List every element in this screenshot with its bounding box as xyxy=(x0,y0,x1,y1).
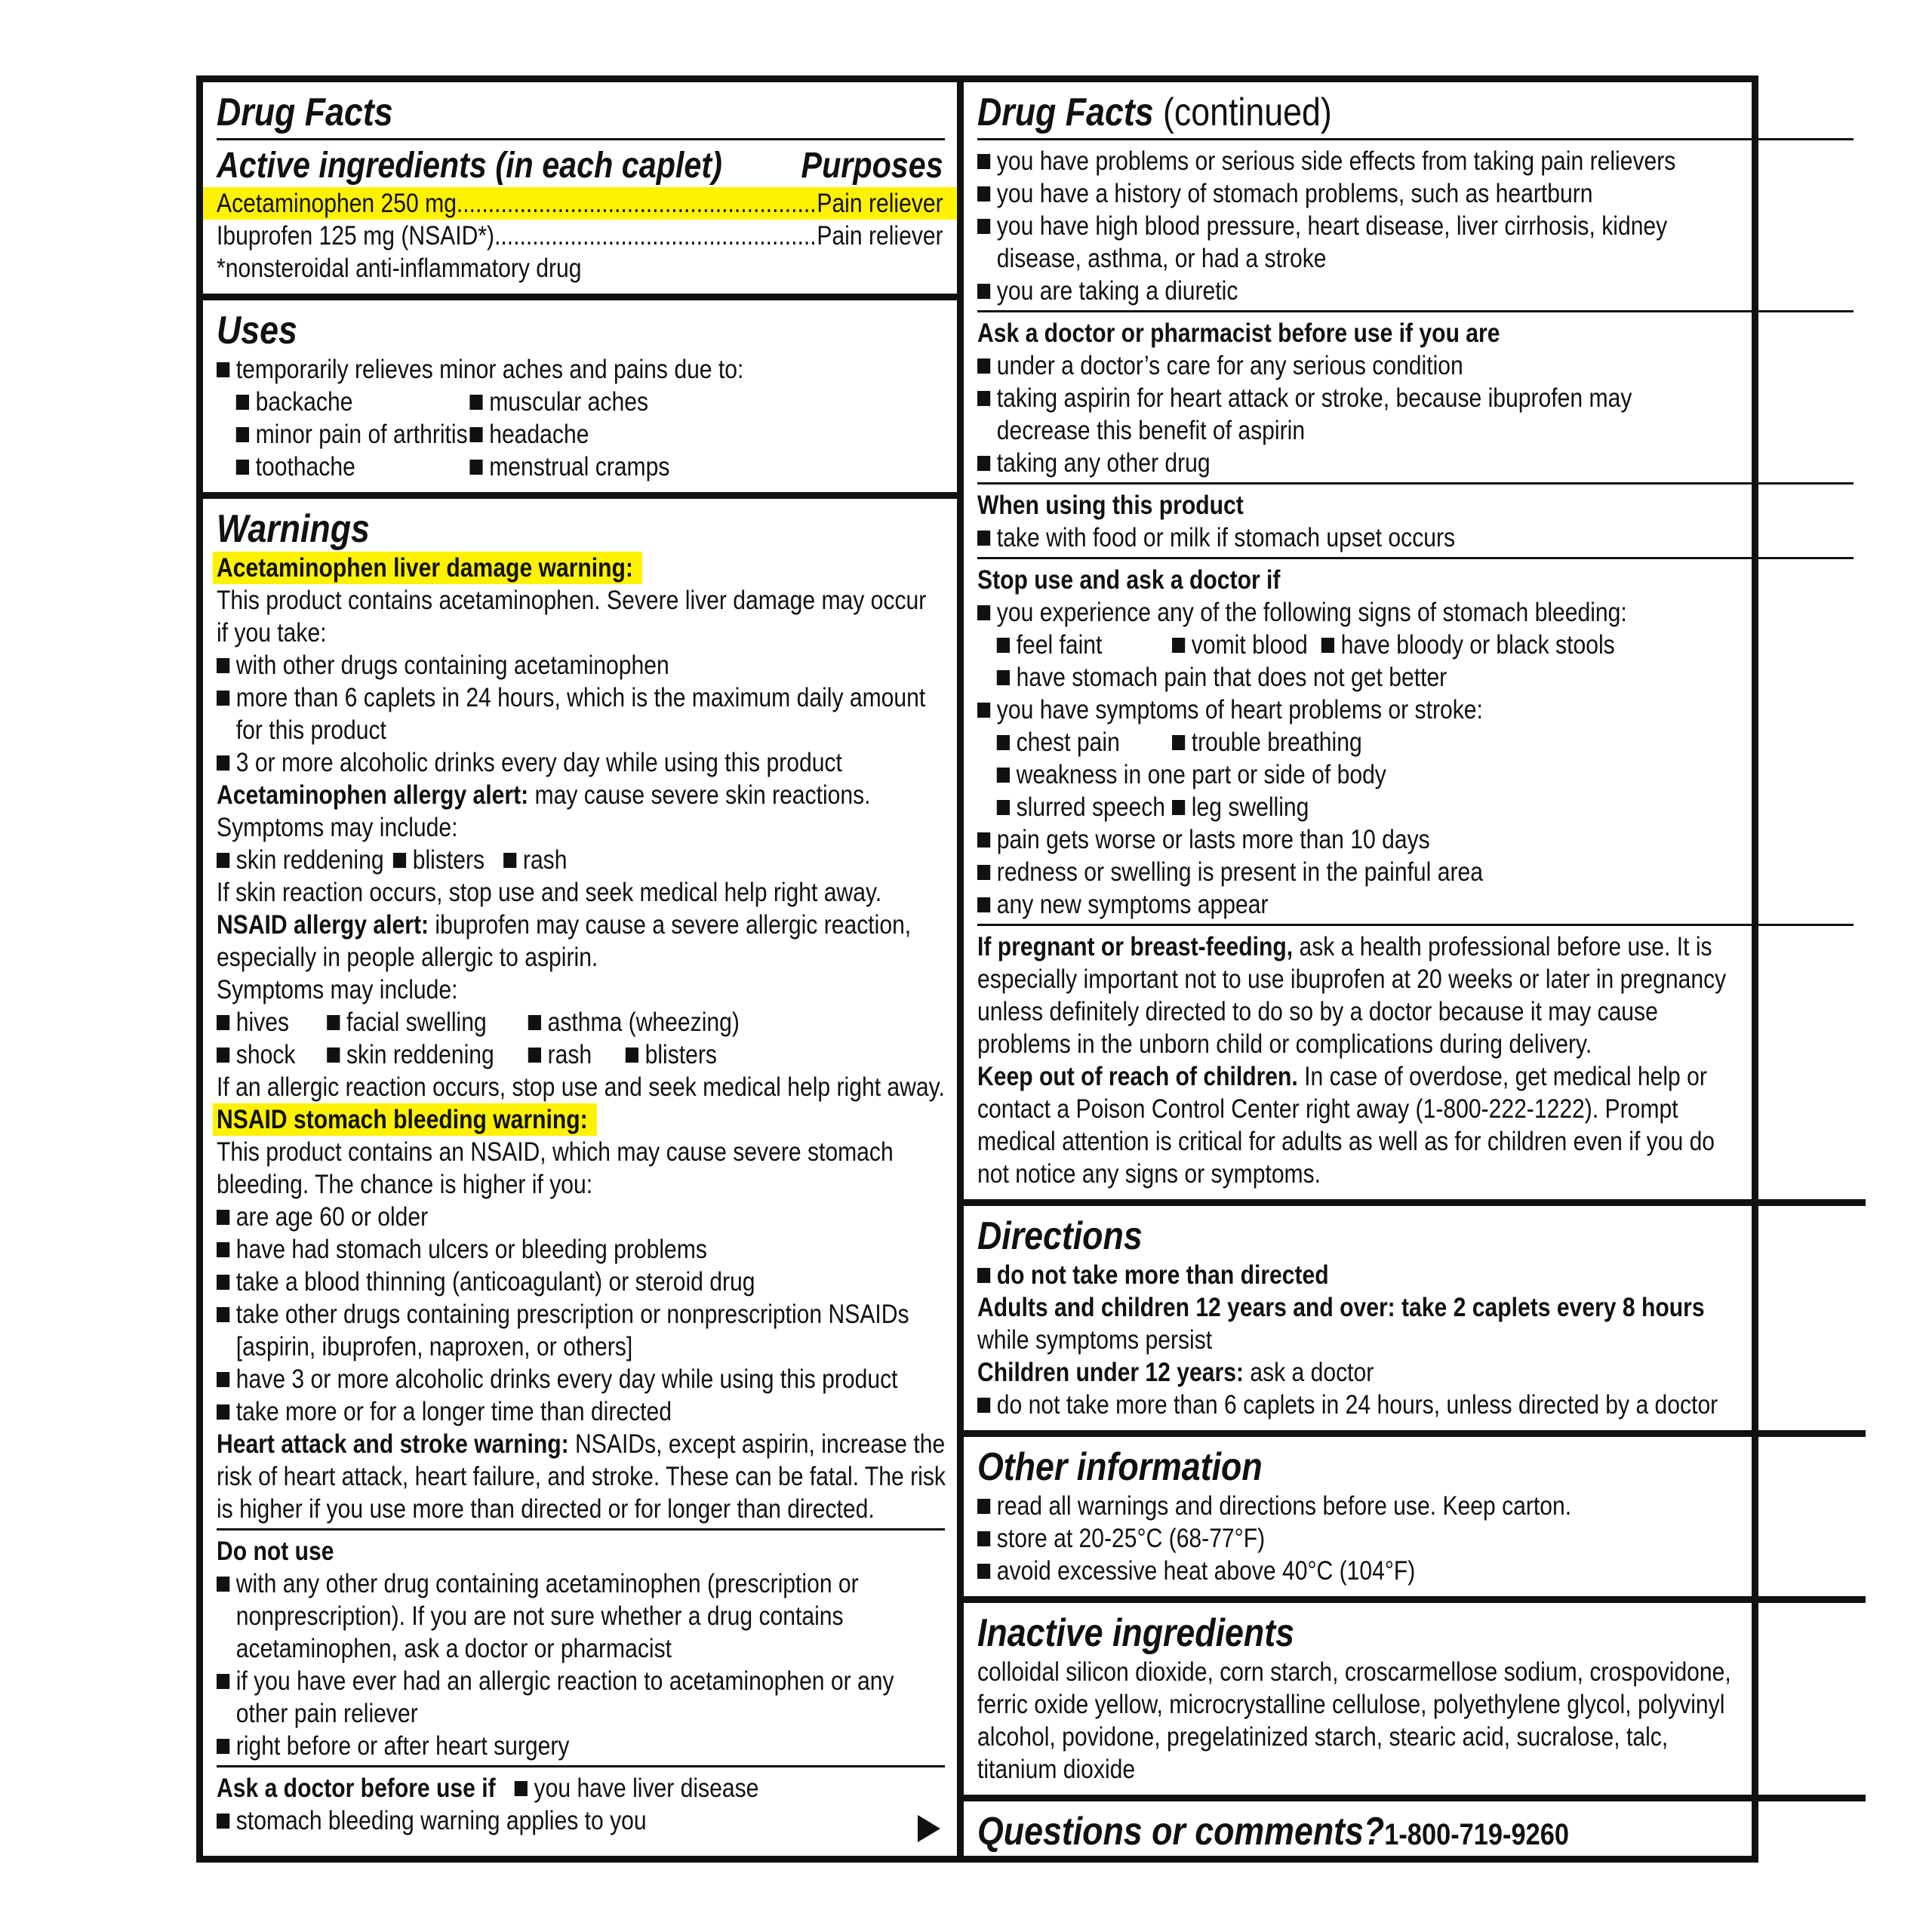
list-item: take with food or milk if stomach upset occurs xyxy=(977,521,1731,554)
continued-panel xyxy=(964,82,1866,1206)
bullet-icon xyxy=(528,1015,541,1030)
bullet-icon xyxy=(327,1015,340,1030)
list-item: redness or swelling is present in the painful area xyxy=(977,856,1731,888)
list-item-cont: nonprescription). If you are not sure whether a drug contains xyxy=(235,1601,844,1631)
list-item: with other drugs containing acetaminophen xyxy=(217,649,843,681)
do-not-use-heading: Do not use xyxy=(217,1537,334,1566)
bullet-icon xyxy=(977,832,990,848)
nsaid-symptoms-row xyxy=(217,1006,843,1038)
list-item: slurred speech xyxy=(1016,792,1166,822)
children-directions: Children under 12 years: ask a doctor xyxy=(977,1358,1374,1387)
list-item: are age 60 or older xyxy=(217,1201,843,1233)
bullet-icon xyxy=(469,395,482,410)
inactive-ingredients-panel xyxy=(964,1603,1866,1801)
list-item: read all warnings and directions before use. Keep carton. xyxy=(977,1490,1731,1522)
uses-heading: Uses xyxy=(217,309,297,352)
list-item: headache xyxy=(489,420,589,449)
active-ingredients-panel xyxy=(203,82,957,300)
list-item: under a doctor’s care for any serious condition xyxy=(977,349,1731,382)
list-item-cont: for this product xyxy=(235,715,386,745)
list-item: blisters xyxy=(412,845,485,875)
list-item: right before or after heart surgery xyxy=(217,1730,843,1762)
heart-row xyxy=(977,726,1731,758)
bullet-icon xyxy=(977,1499,990,1514)
bullet-icon xyxy=(977,865,990,880)
adults-text: while symptoms persist xyxy=(977,1325,1213,1355)
bullet-icon xyxy=(515,1781,528,1796)
bullet-icon xyxy=(217,1048,229,1063)
list-item: weakness in one part or side of body xyxy=(977,758,1731,791)
nsaid-stop-text: If an allergic reaction occurs, stop use and seek medical help right away. xyxy=(217,1072,945,1102)
heart-row xyxy=(977,791,1731,823)
list-item: skin reddening xyxy=(235,845,384,875)
list-item: pain gets worse or lasts more than 10 days xyxy=(977,823,1731,856)
list-item: you experience any of the following signs of stomach bleeding: xyxy=(977,596,1731,629)
phone-number: 1-800-719-9260 xyxy=(1384,1818,1570,1851)
warnings-heading: Warnings xyxy=(217,507,370,551)
bullet-icon xyxy=(217,1814,229,1829)
skin-stop-text: If skin reaction occurs, stop use and seek medical help right away. xyxy=(217,878,882,907)
bullet-icon xyxy=(977,186,990,202)
bullet-icon xyxy=(217,1404,229,1420)
bullet-icon xyxy=(217,658,229,673)
bullet-icon xyxy=(977,1268,990,1283)
other-information-panel xyxy=(964,1437,1866,1603)
list-item: do not take more than directed xyxy=(977,1259,1731,1291)
bullet-icon xyxy=(217,1210,229,1225)
bullet-icon xyxy=(997,768,1010,783)
bullet-icon xyxy=(1172,638,1185,653)
bullet-icon xyxy=(236,427,249,442)
bullet-icon xyxy=(997,638,1010,653)
symptoms-label: Symptoms may include: xyxy=(217,975,458,1004)
stomach-warning-heading: NSAID stomach bleeding warning: xyxy=(213,1103,597,1136)
inactive-line: colloidal silicon dioxide, corn starch, croscarmellose sodium, crospovidone, xyxy=(977,1657,1731,1687)
bullet-icon xyxy=(977,605,990,620)
footnote: *nonsteroidal anti-inflammatory drug xyxy=(217,254,582,283)
list-item: take a blood thinning (anticoagulant) or steroid drug xyxy=(217,1266,843,1298)
list-item: take other drugs containing prescription or nonprescription NSAIDs xyxy=(217,1298,843,1331)
nsaid-symptoms-row xyxy=(217,1038,843,1071)
uses-row xyxy=(217,386,843,418)
ingredient-name: Ibuprofen 125 mg (NSAID*) xyxy=(217,221,495,251)
bullet-icon xyxy=(217,1307,229,1322)
bullet-icon xyxy=(217,1242,229,1257)
list-item: asthma (wheezing) xyxy=(547,1008,740,1037)
ingredient-row-ibuprofen xyxy=(217,220,943,252)
questions-heading: Questions or comments?1-800-719-9260 xyxy=(977,1810,1570,1854)
ask-doctor-row: Ask a doctor before use if you have liver disease xyxy=(217,1774,759,1803)
list-item: minor pain of arthritis xyxy=(255,420,468,449)
heart-text-3: is higher if you use more than directed or for longer than directed. xyxy=(217,1494,875,1524)
keep-line: not notice any signs or symptoms. xyxy=(977,1159,1321,1189)
list-item: you have problems or serious side effects from taking pain relievers xyxy=(977,145,1731,177)
list-item: toothache xyxy=(255,452,355,481)
list-item-cont: [aspirin, ibuprofen, naproxen, or others] xyxy=(235,1332,633,1361)
bullet-icon xyxy=(327,1048,340,1063)
inactive-line: titanium dioxide xyxy=(977,1755,1136,1784)
uses-panel xyxy=(203,300,957,499)
bullet-icon xyxy=(1321,638,1334,653)
bullet-icon xyxy=(469,460,482,475)
list-item: feel faint xyxy=(1016,630,1103,660)
bullet-icon xyxy=(997,735,1010,750)
skin-symptoms-row xyxy=(217,844,843,876)
list-item: rash xyxy=(547,1040,592,1069)
bullet-icon xyxy=(217,755,229,771)
bullet-icon xyxy=(217,691,229,706)
purposes-heading: Purposes xyxy=(801,146,943,186)
inactive-line: alcohol, povidone, pregelatinized starch, stearic acid, sucralose, talc, xyxy=(977,1722,1669,1752)
inactive-ingredients-heading: Inactive ingredients xyxy=(977,1611,1295,1655)
drug-facts-label xyxy=(196,75,1758,1863)
bullet-icon xyxy=(977,897,990,912)
pregnant-line: especially important not to use ibuprofen at 20 weeks or later in pregnancy xyxy=(977,964,1727,994)
bullet-icon xyxy=(997,800,1010,815)
list-item: have stomach pain that does not get better xyxy=(977,661,1731,694)
list-item-cont: acetaminophen, ask a doctor or pharmacist xyxy=(235,1634,672,1663)
active-ingredients-header xyxy=(217,145,943,187)
list-item: taking any other drug xyxy=(977,447,1731,479)
uses-row xyxy=(217,418,843,451)
bullet-icon xyxy=(217,1674,229,1689)
list-item: temporarily relieves minor aches and pains due to: xyxy=(217,353,843,386)
list-item: you have a history of stomach problems, such as heartburn xyxy=(977,177,1731,210)
list-item: have had stomach ulcers or bleeding problems xyxy=(217,1233,843,1266)
list-item: any new symptoms appear xyxy=(977,888,1731,921)
bullet-icon xyxy=(236,395,249,410)
list-item: more than 6 caplets in 24 hours, which is the maximum daily amount xyxy=(217,681,843,714)
bullet-icon xyxy=(217,362,229,377)
list-item: 3 or more alcoholic drinks every day while using this product xyxy=(217,746,843,779)
bullet-icon xyxy=(977,358,990,374)
bullet-icon xyxy=(503,853,516,868)
inactive-line: ferric oxide yellow, microcrystalline cellulose, polyethylene glycol, polyvinyl xyxy=(977,1690,1725,1719)
keep-line: medical attention is critical for adults as well as for children even if you do xyxy=(977,1127,1715,1156)
continue-arrow-icon xyxy=(918,1815,940,1842)
bullet-icon xyxy=(626,1048,638,1063)
bullet-icon xyxy=(977,703,990,718)
bullet-icon xyxy=(977,531,990,546)
keep-line: contact a Poison Control Center right away (1-800-222-1222). Prompt xyxy=(977,1094,1678,1124)
continued-title: Drug Facts (continued) xyxy=(977,91,1332,134)
list-item: chest pain xyxy=(1016,728,1120,757)
list-item: do not take more than 6 caplets in 24 hours, unless directed by a doctor xyxy=(977,1389,1731,1421)
list-item: avoid excessive heat above 40°C (104°F) xyxy=(977,1555,1731,1587)
drug-facts-title: Drug Facts xyxy=(217,91,393,134)
ask-pharmacist-heading: Ask a doctor or pharmacist before use if you are xyxy=(977,318,1500,348)
ingredient-purpose: Pain reliever xyxy=(817,189,943,218)
list-item: you are taking a diuretic xyxy=(977,275,1731,307)
bullet-icon xyxy=(977,1398,990,1413)
adults-directions: Adults and children 12 years and over: take 2 caplets every 8 hours xyxy=(977,1293,1705,1322)
directions-panel xyxy=(964,1206,1866,1437)
list-item: vomit blood xyxy=(1191,630,1308,660)
list-item: if you have ever had an allergic reaction to acetaminophen or any xyxy=(217,1665,843,1697)
ingredient-name: Acetaminophen 250 mg xyxy=(217,189,457,218)
bullet-icon xyxy=(217,1577,229,1592)
left-column xyxy=(203,82,964,1856)
bullet-icon xyxy=(217,1015,229,1030)
bullet-icon xyxy=(217,1372,229,1387)
nsaid-allergy-alert: NSAID allergy alert: ibuprofen may cause a severe allergic reaction, xyxy=(217,910,912,940)
allergy-alert: Acetaminophen allergy alert: may cause severe skin reactions. xyxy=(217,780,871,810)
ingredient-row-acetaminophen xyxy=(203,187,957,220)
bullet-icon xyxy=(1172,800,1185,815)
bleeding-row xyxy=(977,629,1731,661)
bullet-icon xyxy=(528,1048,541,1063)
active-ingredients-heading: Active ingredients (in each caplet) xyxy=(217,146,722,186)
bullet-icon xyxy=(236,460,249,475)
nsaid-allergy-text-2: especially in people allergic to aspirin. xyxy=(217,943,598,972)
list-item: you have high blood pressure, heart disease, liver cirrhosis, kidney xyxy=(977,210,1731,242)
bullet-icon xyxy=(997,670,1010,685)
other-information-heading: Other information xyxy=(977,1445,1263,1489)
list-item: leg swelling xyxy=(1191,792,1309,822)
bullet-icon xyxy=(977,1564,990,1579)
list-item: have 3 or more alcoholic drinks every day while using this product xyxy=(217,1363,843,1395)
keep-out-text: Keep out of reach of children. In case of overdose, get medical help or xyxy=(977,1062,1707,1091)
list-item: stomach bleeding warning applies to you xyxy=(217,1804,843,1837)
warnings-panel xyxy=(203,499,957,1856)
pregnant-line: problems in the unborn child or complications during delivery. xyxy=(977,1029,1592,1059)
when-using-heading: When using this product xyxy=(977,491,1244,520)
liver-warning-heading: Acetaminophen liver damage warning: xyxy=(213,552,642,584)
list-item-cont: decrease this benefit of aspirin xyxy=(996,416,1306,445)
bullet-icon xyxy=(977,391,990,406)
bullet-icon xyxy=(217,1275,229,1290)
bullet-icon xyxy=(469,427,482,442)
bullet-icon xyxy=(393,853,406,868)
pregnant-line: unless definitely directed to do so by a doctor because it may cause xyxy=(977,997,1658,1026)
heart-text-2: risk of heart attack, heart failure, and stroke. These can be fatal. The risk xyxy=(217,1462,946,1491)
list-item: store at 20-25°C (68-77°F) xyxy=(977,1522,1731,1555)
list-item: taking aspirin for heart attack or stroke, because ibuprofen may xyxy=(977,382,1731,414)
list-item: trouble breathing xyxy=(1191,728,1362,757)
bullet-icon xyxy=(977,456,990,471)
stomach-text: This product contains an NSAID, which may cause severe stomach xyxy=(217,1137,894,1167)
heart-warning: Heart attack and stroke warning: NSAIDs, except aspirin, increase the xyxy=(217,1429,946,1459)
list-item: take more or for a longer time than directed xyxy=(217,1395,843,1428)
bullet-icon xyxy=(977,154,990,169)
bullet-icon xyxy=(1172,735,1185,750)
uses-row xyxy=(217,451,843,483)
list-item: with any other drug containing acetaminophen (prescription or xyxy=(217,1567,843,1600)
list-item: menstrual cramps xyxy=(489,452,670,481)
bullet-icon xyxy=(217,1739,229,1754)
bullet-icon xyxy=(977,1531,990,1546)
list-item: backache xyxy=(255,387,353,417)
list-item: skin reddening xyxy=(346,1040,494,1069)
list-item: blisters xyxy=(645,1040,717,1069)
right-column xyxy=(964,82,1866,1856)
bullet-icon xyxy=(217,853,229,868)
stop-use-heading: Stop use and ask a doctor if xyxy=(977,565,1281,595)
bullet-icon xyxy=(977,219,990,234)
questions-panel xyxy=(964,1801,1866,1866)
directions-heading: Directions xyxy=(977,1214,1143,1258)
list-item: you have symptoms of heart problems or stroke: xyxy=(977,694,1731,726)
liver-text: This product contains acetaminophen. Severe liver damage may occur xyxy=(217,586,927,615)
pregnant-text: If pregnant or breast-feeding, ask a health professional before use. It is xyxy=(977,932,1712,961)
list-item-cont: disease, asthma, or had a stroke xyxy=(996,244,1327,273)
list-item-cont: other pain reliever xyxy=(235,1699,418,1728)
liver-text-2: if you take: xyxy=(217,618,327,648)
list-item: have bloody or black stools xyxy=(1340,630,1615,660)
list-item: hives xyxy=(235,1008,290,1037)
list-item: muscular aches xyxy=(489,387,648,417)
ingredient-purpose: Pain reliever xyxy=(817,221,943,251)
list-item: facial swelling xyxy=(346,1008,487,1037)
symptoms-label: Symptoms may include: xyxy=(217,813,458,842)
bullet-icon xyxy=(977,284,990,299)
list-item: rash xyxy=(522,845,568,875)
stomach-text-2: bleeding. The chance is higher if you: xyxy=(217,1170,593,1199)
list-item: shock xyxy=(235,1040,296,1069)
